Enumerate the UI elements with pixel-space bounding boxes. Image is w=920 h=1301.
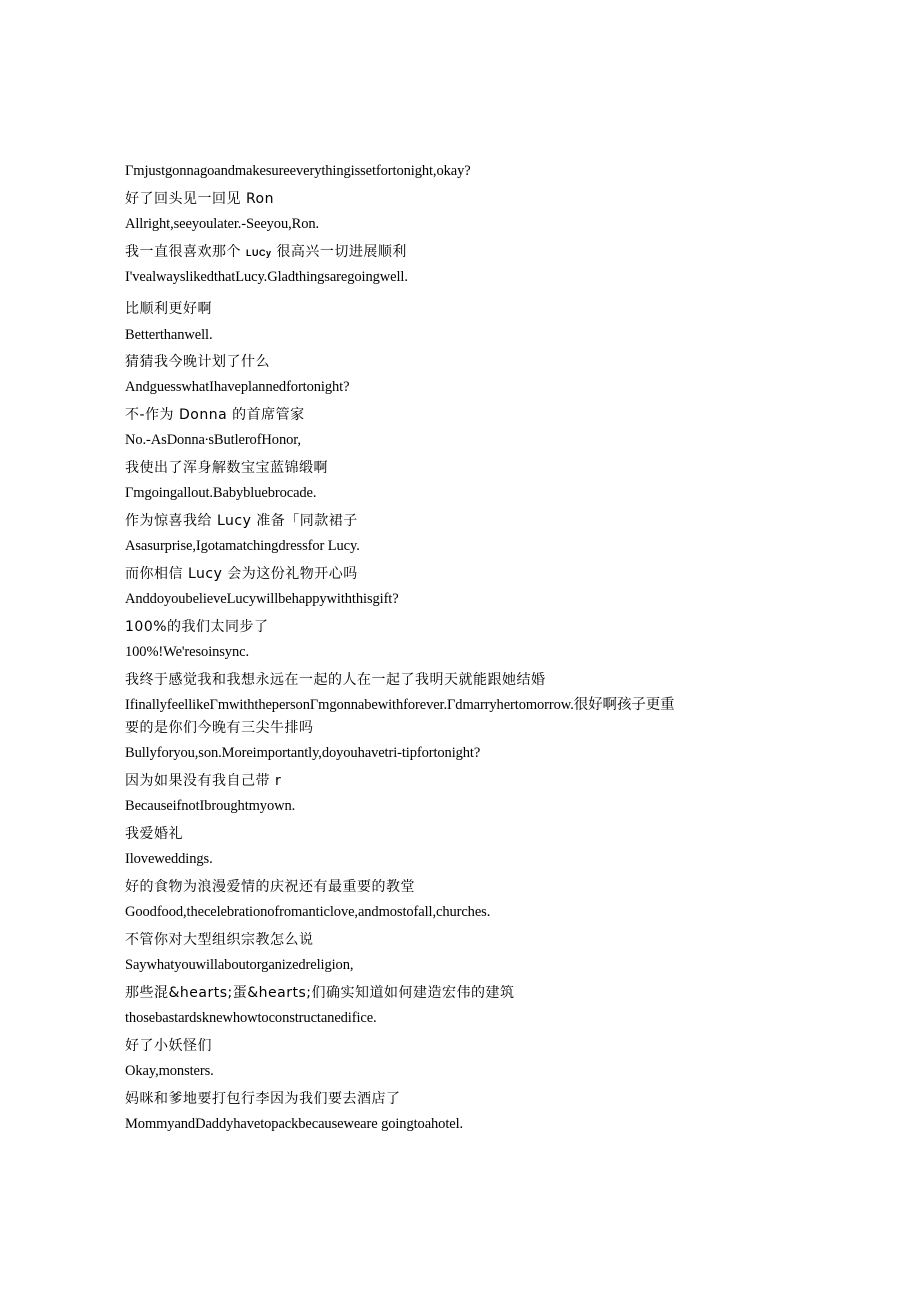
text-line: 好的食物为浪漫爱情的庆祝还有最重要的教堂 <box>125 879 415 895</box>
text-line: 我爱婚礼 <box>125 826 183 842</box>
text-line: 因为如果没有我自己带 r <box>125 773 282 789</box>
text-segment: 很高兴一切进展顺利 <box>276 244 407 260</box>
text-line: Betterthanwell. <box>125 327 213 343</box>
text-line: 好了小妖怪们 <box>125 1038 212 1054</box>
text-line: Bullyforyou,son.Moreimportantly,doyouhavetri-tipfortonight? <box>125 745 481 761</box>
text-line: 我使出了浑身解数宝宝蓝锦缎啊 <box>125 460 328 476</box>
text-line: 而你相信 Lucy 会为这份礼物开心吗 <box>125 566 358 582</box>
text-line: 100%!We'resoinsync. <box>125 644 249 660</box>
text-line: thosebastardsknewhowtoconstructanedifice. <box>125 1010 377 1026</box>
text-line: 好了回头见一回见 Ron <box>125 191 274 207</box>
text-segment-small: LUCy <box>245 248 272 258</box>
text-line: Allright,seeyoulater.-Seeyou,Ron. <box>125 216 320 232</box>
text-line: AndguesswhatIhaveplannedfortonight? <box>125 379 350 395</box>
text-line: No.-AsDonna∙sButlerofHonor, <box>125 432 301 448</box>
text-line: 100%的我们太同步了 <box>125 619 269 635</box>
text-line: Γmgoingallout.Babybluebrocade. <box>125 485 317 501</box>
text-line <box>125 243 407 262</box>
text-line: 那些混&hearts;蛋&hearts;们确实知道如何建造宏伟的建筑 <box>125 985 515 1001</box>
text-line: Goodfood,thecelebrationofromanticlove,andmostofall,churches. <box>125 904 491 920</box>
text-line: IfinallyfeellikeΓmwiththepersonΓmgonnabewithforever.Γdmarryhertomorrow.很好啊孩子更重 <box>125 697 675 713</box>
text-line: Saywhatyouwillaboutorganizedreligion, <box>125 957 354 973</box>
text-line: Asasurprise,Igotamatchingdressfor Lucy. <box>125 538 360 554</box>
text-line: Okay,monsters. <box>125 1063 214 1079</box>
text-line: 要的是你们今晚有三尖牛排吗 <box>125 720 314 736</box>
text-line: 我终于感觉我和我想永远在一起的人在一起了我明天就能跟她结婚 <box>125 672 546 688</box>
text-line: 妈咪和爹地要打包行李因为我们要去酒店了 <box>125 1091 401 1107</box>
text-line: BecauseifnotIbroughtmyown. <box>125 798 296 814</box>
text-line: 比顺利更好啊 <box>125 301 212 317</box>
text-line: 猜猜我今晚计划了什么 <box>125 354 270 370</box>
text-segment: 我一直很喜欢那个 <box>125 244 241 260</box>
text-line: Γmjustgonnagoandmakesureeverythingissetfortonight,okay? <box>125 163 471 179</box>
text-line: AnddoyoubelieveLucywillbehappywiththisgift? <box>125 591 399 607</box>
text-line: Iloveweddings. <box>125 851 213 867</box>
text-line: I'vealwayslikedthatLucy.Gladthingsaregoingwell. <box>125 269 408 285</box>
text-line: MommyandDaddyhavetopackbecauseweare goingtoahotel. <box>125 1116 464 1132</box>
text-line: 不管你对大型组织宗教怎么说 <box>125 932 314 948</box>
text-line: 不-作为 Donna 的首席管家 <box>125 407 305 423</box>
text-line: 作为惊喜我给 Lucy 准备「同款裙子 <box>125 513 358 529</box>
